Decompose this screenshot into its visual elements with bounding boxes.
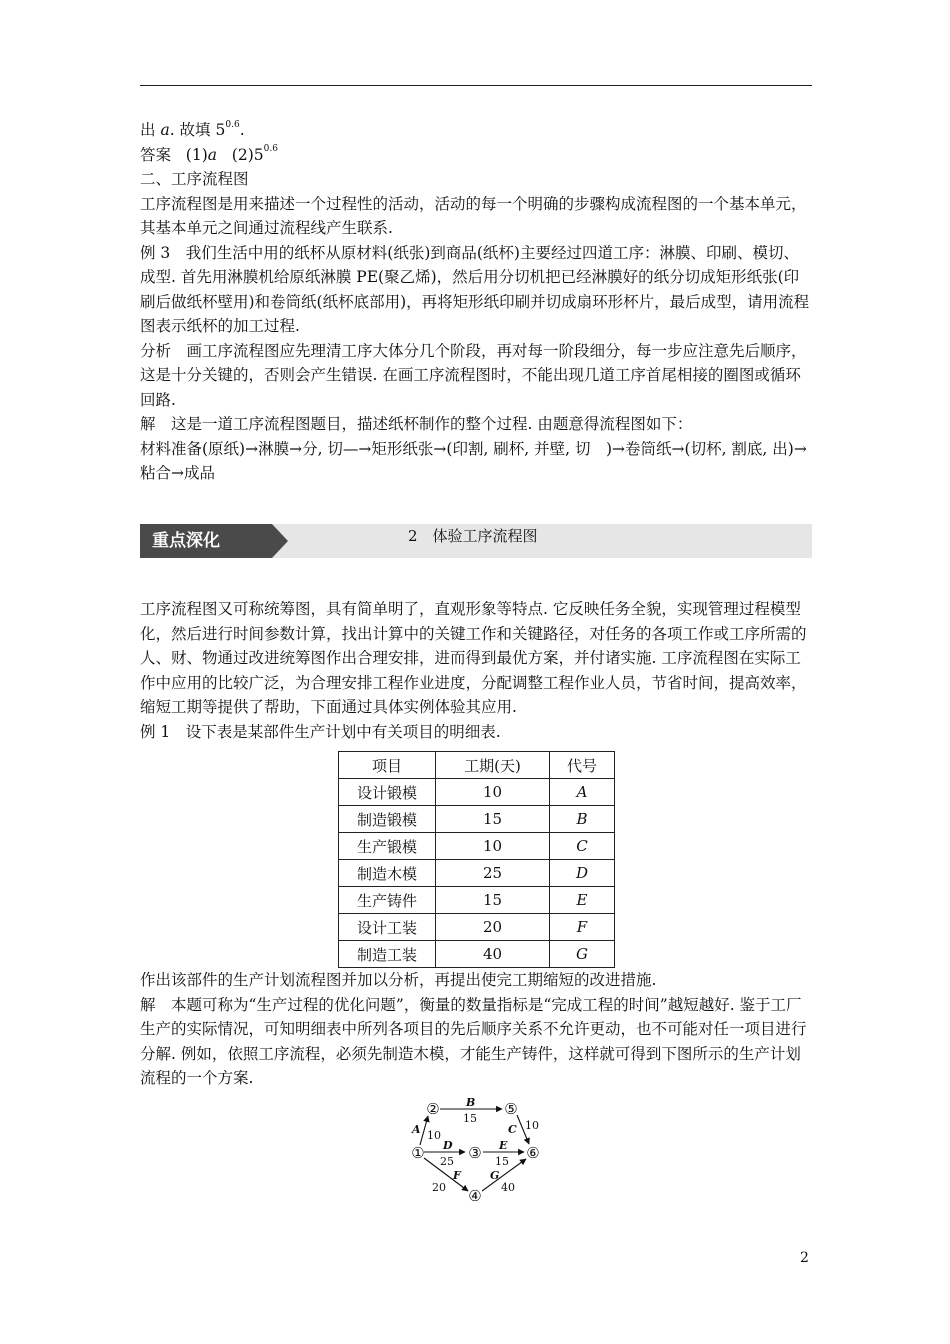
table-cell-days: 40 (436, 941, 550, 968)
table-cell-code: B (550, 806, 615, 833)
part2-after-table (140, 968, 812, 1091)
table-cell-days: 15 (436, 887, 550, 914)
node-2: ② (426, 1100, 440, 1118)
table-row (339, 914, 615, 941)
previous-answer (140, 118, 812, 486)
table-cell-days: 25 (436, 860, 550, 887)
answer-line-1 (140, 118, 812, 143)
page-number: 2 (800, 1250, 809, 1266)
section-heading: 二、工序流程图 (140, 170, 249, 188)
table-cell-days: 10 (436, 779, 550, 806)
edge-g-days: 40 (501, 1181, 515, 1194)
node-3: ③ (468, 1144, 482, 1162)
table-cell-item: 制造锻模 (339, 806, 436, 833)
table-cell-days: 10 (436, 833, 550, 860)
edge-f-code: F (453, 1169, 461, 1182)
answer-text: (1) (185, 145, 208, 164)
edge-e-code: E (499, 1139, 508, 1152)
table-row (339, 833, 615, 860)
node-4: ④ (468, 1187, 482, 1205)
table-header-item: 项目 (339, 752, 436, 779)
banner-title: 2 体验工序流程图 (408, 527, 538, 545)
table-header-code: 代号 (550, 752, 615, 779)
table-cell-item: 制造工装 (339, 941, 436, 968)
answer-line-2 (140, 143, 812, 168)
table-cell-days: 15 (436, 806, 550, 833)
header-rule (140, 85, 812, 86)
edge-a-code: A (412, 1123, 421, 1136)
edge-e-days: 15 (495, 1155, 509, 1168)
answer-variable: a (160, 121, 170, 139)
table-header-days: 工期(天) (436, 752, 550, 779)
node-6: ⑥ (526, 1144, 540, 1162)
definition-paragraph: 工序流程图是用来描述一个过程性的活动，活动的每一个明确的步骤构成流程图的一个基本单元，其基本单元之间通过流程线产生联系. (140, 194, 807, 237)
table-cell-code: G (550, 941, 615, 968)
solution-1-paragraph: 解 本题可称为“生产过程的优化问题”，衡量的数量指标是“完成工程的时间”越短越好. 鉴于工厂生产的实际情况，可知明细表中所列各项目的先后顺序关系不允许更动，也不可能对任一项目进行分解. 例如，依照工序流程，必须先制造木模，才能生产铸件，这样就可得到下图所示的生产计划流程的一个方案. (140, 995, 807, 1087)
network-diagram (398, 1097, 558, 1205)
node-5: ⑤ (504, 1100, 518, 1118)
answer-text: 出 (140, 121, 156, 139)
edge-c-code: C (508, 1123, 517, 1136)
edge-a-days: 10 (427, 1129, 441, 1142)
table-cell-days: 20 (436, 914, 550, 941)
banner-tag: 重点深化 (140, 524, 272, 558)
solution-paragraph: 解 这是一道工序流程图题目，描述纸杯制作的整个过程. 由题意得流程图如下： (140, 415, 693, 433)
table-cell-item: 制造木模 (339, 860, 436, 887)
node-1: ① (411, 1144, 425, 1162)
answer-text: (2)5 (231, 145, 264, 164)
answer-label: 答案 (140, 145, 172, 164)
answer-exponent: 0.6 (225, 119, 240, 130)
example-3-paragraph: 例 3 我们生活中用的纸杯从原材料(纸张)到商品(纸杯)主要经过四道工序：淋膜、印刷、模切、成型. 首先用淋膜机给原纸淋膜 PE(聚乙烯)，然后用分切机把已经淋膜好的纸分切成矩形纸张(印刷后做纸杯壁用)和卷筒纸(纸杯底部用)，再将矩形纸印刷并切成扇环形杯片，最后成型，请用流程图表示纸杯的加工过程. (140, 243, 810, 335)
table-cell-code: A (550, 779, 615, 806)
table-row (339, 941, 615, 968)
edge-c-days: 10 (525, 1119, 539, 1132)
table-cell-code: D (550, 860, 615, 887)
table-header-row (339, 752, 615, 779)
edge-f-days: 20 (432, 1181, 446, 1194)
table-cell-item: 生产锻模 (339, 833, 436, 860)
task-paragraph: 作出该部件的生产计划流程图并加以分析，再提出使完工期缩短的改进措施. (140, 971, 657, 989)
section-banner (140, 524, 812, 558)
edge-d-days: 25 (440, 1155, 454, 1168)
analysis-paragraph: 分析 画工序流程图应先理清工序大体分几个阶段，再对每一阶段细分，每一步应注意先后顺序，这是十分关键的，否则会产生错误. 在画工序流程图时，不能出现几道工序首尾相接的圈图或循环回路. (140, 341, 807, 409)
edge-g-code: G (490, 1169, 500, 1182)
table-cell-item: 设计工装 (339, 914, 436, 941)
edge-b-days: 15 (463, 1112, 477, 1125)
answer-text: . 故填 5 (169, 121, 226, 139)
table-cell-code: F (550, 914, 615, 941)
part2-text (140, 597, 812, 744)
table-row (339, 779, 615, 806)
table-row (339, 806, 615, 833)
answer-variable: a (207, 145, 218, 164)
edge-b-code: B (466, 1097, 476, 1109)
table-row (339, 887, 615, 914)
table-cell-item: 生产铸件 (339, 887, 436, 914)
flow-paragraph: 材料准备(原纸)→淋膜→分, 切—→矩形纸张→(印割, 刷杯, 并壁, 切 )→卷筒纸→(切杯, 割底, 出)→粘合→成品 (140, 439, 807, 482)
table-row (339, 860, 615, 887)
table-cell-item: 设计锻模 (339, 779, 436, 806)
table-cell-code: E (550, 887, 615, 914)
detail-table (338, 751, 615, 968)
edge-d-code: D (443, 1139, 453, 1152)
table-cell-code: C (550, 833, 615, 860)
answer-exponent: 0.6 (263, 144, 278, 155)
example-1-paragraph: 例 1 设下表是某部件生产计划中有关项目的明细表. (140, 722, 501, 741)
intro-paragraph: 工序流程图又可称统筹图，具有简单明了，直观形象等特点. 它反映任务全貌，实现管理过程模型化，然后进行时间参数计算，找出计算中的关键工作和关键路径，对任务的各项工作或工序所需的人、财、物通过改进统筹图作出合理安排，进而得到最优方案，并付诸实施. 工序流程图在实际工作中应用的比较广泛，为合理安排工程作业进度，分配调整工程作业人员，节省时间，提高效率，缩短工期等提供了帮助，下面通过具体实例体验其应用. (140, 600, 807, 716)
answer-text: . (239, 121, 245, 139)
